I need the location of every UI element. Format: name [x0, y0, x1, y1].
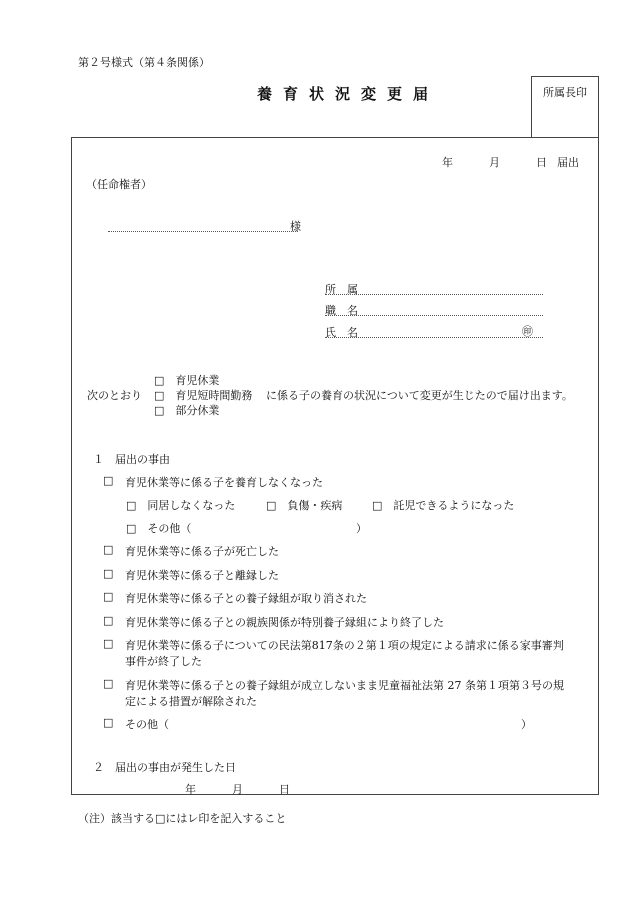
reason-family-court[interactable] [103, 637, 564, 652]
reason-label: 育児休業等に係る子との養子縁組が取り消された [125, 592, 367, 605]
checkbox[interactable]: □ [126, 499, 137, 512]
option-label: 育児休業 [175, 374, 220, 387]
checkbox[interactable]: □ [103, 590, 114, 603]
checkbox[interactable]: □ [103, 677, 114, 690]
leave-prefix: 次のとおり [87, 389, 142, 402]
option-label: 育児短時間勤務 [175, 389, 253, 402]
reason-other[interactable] [103, 716, 169, 731]
date-month: 月 [489, 156, 500, 169]
checkbox[interactable]: □ [103, 716, 114, 729]
appointer-label: （任命権者） [86, 178, 152, 191]
reason-death[interactable] [103, 543, 279, 558]
leave-option-short-hours[interactable] [154, 387, 252, 403]
reason-label: 育児休業等に係る子と離縁した [125, 569, 279, 582]
reason-label: 育児休業等に係る子を養育しなくなった [125, 476, 323, 489]
checkbox[interactable]: □ [154, 374, 165, 387]
date-day: 日 [536, 156, 547, 169]
page-title: 養育状況変更届 [257, 85, 440, 103]
checkbox[interactable]: □ [154, 389, 165, 402]
checkbox[interactable]: □ [103, 567, 114, 580]
seal-box[interactable] [531, 76, 599, 138]
reason-not-caring[interactable] [103, 474, 323, 489]
sub-reason-separated[interactable] [126, 497, 235, 513]
name-label: 氏 名 [325, 326, 358, 339]
checkbox[interactable]: □ [103, 543, 114, 556]
reason-dissolution[interactable] [103, 567, 279, 582]
footnote: （注）該当する□にはレ印を記入すること [78, 812, 287, 825]
checkbox[interactable]: □ [154, 404, 165, 417]
section2-heading: ２ 届出の事由が発生した日 [93, 761, 236, 774]
checkbox[interactable]: □ [372, 499, 383, 512]
sub-other-close: ） [356, 522, 367, 535]
checkbox[interactable]: □ [266, 499, 277, 512]
date-suffix: 届出 [557, 156, 579, 169]
reason-label: 育児休業等に係る子との養子縁組が成立しないまま児童福祉法第 27 条第１項第３号の規 [125, 679, 564, 692]
reason-label-cont: 定による措置が解除された [125, 695, 257, 708]
reason-label: 育児休業等に係る子との親族関係が特別養子縁組により終了した [125, 616, 444, 629]
date-year: 年 [442, 156, 453, 169]
leave-suffix: に係る子の養育の状況について変更が生じたので届け出ます。 [266, 389, 573, 402]
event-month: 月 [232, 783, 243, 796]
checkbox[interactable]: □ [103, 474, 114, 487]
name-field[interactable] [325, 337, 543, 338]
checkbox[interactable]: □ [103, 614, 114, 627]
dept-field[interactable] [325, 294, 543, 295]
reason-label-cont: 事件が終了した [125, 655, 202, 668]
sub-reason-daycare[interactable] [372, 497, 514, 513]
seal-label: 所属長印 [543, 86, 587, 99]
other-close: ） [521, 718, 532, 731]
section1-heading: １ 届出の事由 [93, 453, 170, 466]
reason-label: その他（ [125, 718, 169, 731]
event-day: 日 [279, 783, 290, 796]
sub-reason-label: 同居しなくなった [147, 499, 236, 512]
appointer-honorific: 様 [290, 220, 301, 233]
seal-mark: ㊞ [522, 325, 533, 338]
leave-option-childcare[interactable] [154, 372, 219, 388]
checkbox[interactable]: □ [103, 637, 114, 650]
event-year: 年 [185, 783, 196, 796]
reason-adoption-cancelled[interactable] [103, 590, 367, 605]
sub-reason-label: その他（ [147, 522, 192, 535]
sub-reason-injury[interactable] [266, 497, 342, 513]
reason-measure-lifted[interactable] [103, 677, 564, 692]
leave-option-partial[interactable] [154, 402, 219, 418]
dept-label: 所 属 [325, 283, 358, 296]
sub-reason-label: 託児できるようになった [393, 499, 515, 512]
option-label: 部分休業 [175, 404, 220, 417]
checkbox[interactable]: □ [126, 522, 137, 535]
form-number: 第２号様式（第４条関係） [78, 56, 210, 69]
sub-reason-other[interactable] [126, 520, 191, 536]
reason-label: 育児休業等に係る子についての民法第817条の２第１項の規定による請求に係る家事審判 [125, 639, 564, 652]
sub-reason-label: 負傷・疾病 [287, 499, 343, 512]
appointer-name-field[interactable] [108, 231, 298, 232]
post-field[interactable] [325, 315, 543, 316]
reason-special-adoption[interactable] [103, 614, 444, 629]
post-label: 職 名 [325, 304, 358, 317]
reason-label: 育児休業等に係る子が死亡した [125, 545, 279, 558]
